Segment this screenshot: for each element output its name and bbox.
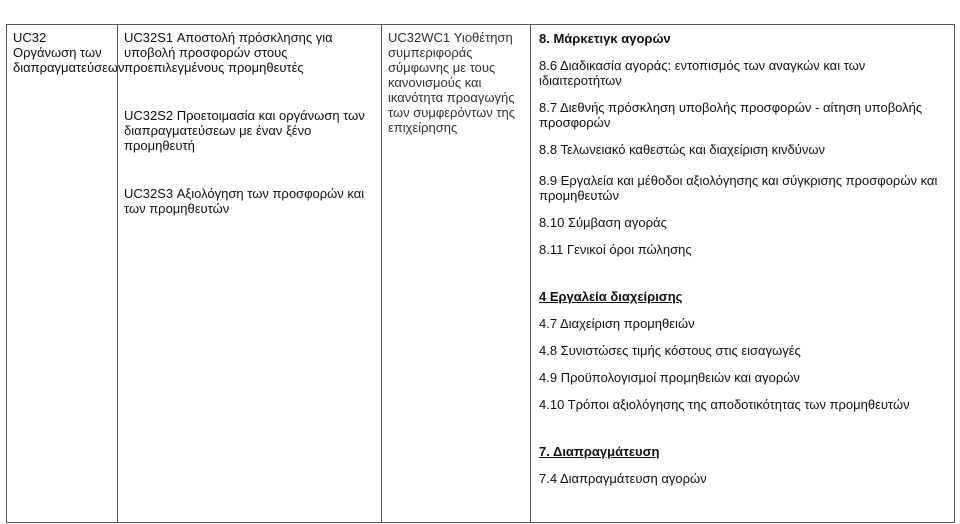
- list-item: 7.4 Διαπραγμάτευση αγορών: [539, 471, 707, 486]
- module-heading-negotiation: 7. Διαπραγμάτευση: [539, 444, 660, 459]
- sub-unit-1: UC32S1 Αποστολή πρόσκλησης για υποβολή προσφορών στους προεπιλεγμένους προμηθευτές: [124, 30, 333, 75]
- list-item: 4.10 Τρόποι αξιολόγησης της αποδοτικότητας των προμηθευτών: [539, 397, 910, 412]
- work-competence-label: UC32WC1 Υιοθέτηση συμπεριφοράς σύμφωνης με τους κανονισμούς και ικανότητα προαγωγής των συμφερόντων της επιχείρησης: [388, 30, 516, 135]
- module-heading-marketing: 8. Μάρκετιγκ αγορών: [539, 31, 671, 46]
- list-item: 8.8 Τελωνειακό καθεστώς και διαχείριση κινδύνων: [539, 142, 826, 157]
- list-item: 8.9 Εργαλεία και μέθοδοι αξιολόγησης και σύγκρισης προσφορών και προμηθευτών: [539, 173, 938, 203]
- work-competence-cell: [382, 25, 531, 523]
- list-item: 4.7 Διαχείριση προμηθειών: [539, 316, 695, 331]
- modules-cell: [531, 25, 955, 523]
- list-item: 8.7 Διεθνής πρόσκληση υποβολής προσφορών - αίτηση υποβολής προσφορών: [539, 100, 923, 130]
- sub-unit-3: UC32S3 Αξιολόγηση των προσφορών και των προμηθευτών: [124, 186, 365, 216]
- list-item: 8.6 Διαδικασία αγοράς: εντοπισμός των αναγκών και των ιδιαιτεροτήτων: [539, 58, 866, 88]
- list-item: 4.9 Προϋπολογισμοί προμηθειών και αγορών: [539, 370, 800, 385]
- unit-title: UC32 Οργάνωση των διαπραγματεύσεων: [13, 30, 125, 75]
- sub-units-cell: [118, 25, 382, 523]
- unit-cell: [7, 25, 125, 523]
- curriculum-table: [6, 24, 955, 523]
- list-item: 4.8 Συνιστώσες τιμής κόστους στις εισαγωγές: [539, 343, 801, 358]
- list-item: 8.11 Γενικοί όροι πώλησης: [539, 242, 692, 257]
- list-item: 8.10 Σύμβαση αγοράς: [539, 215, 667, 230]
- table-row: [7, 25, 955, 523]
- sub-unit-2: UC32S2 Προετοιμασία και οργάνωση των διαπραγματεύσεων με έναν ξένο προμηθευτή: [124, 108, 365, 153]
- module-heading-management-tools: 4 Εργαλεία διαχείρισης: [539, 289, 683, 304]
